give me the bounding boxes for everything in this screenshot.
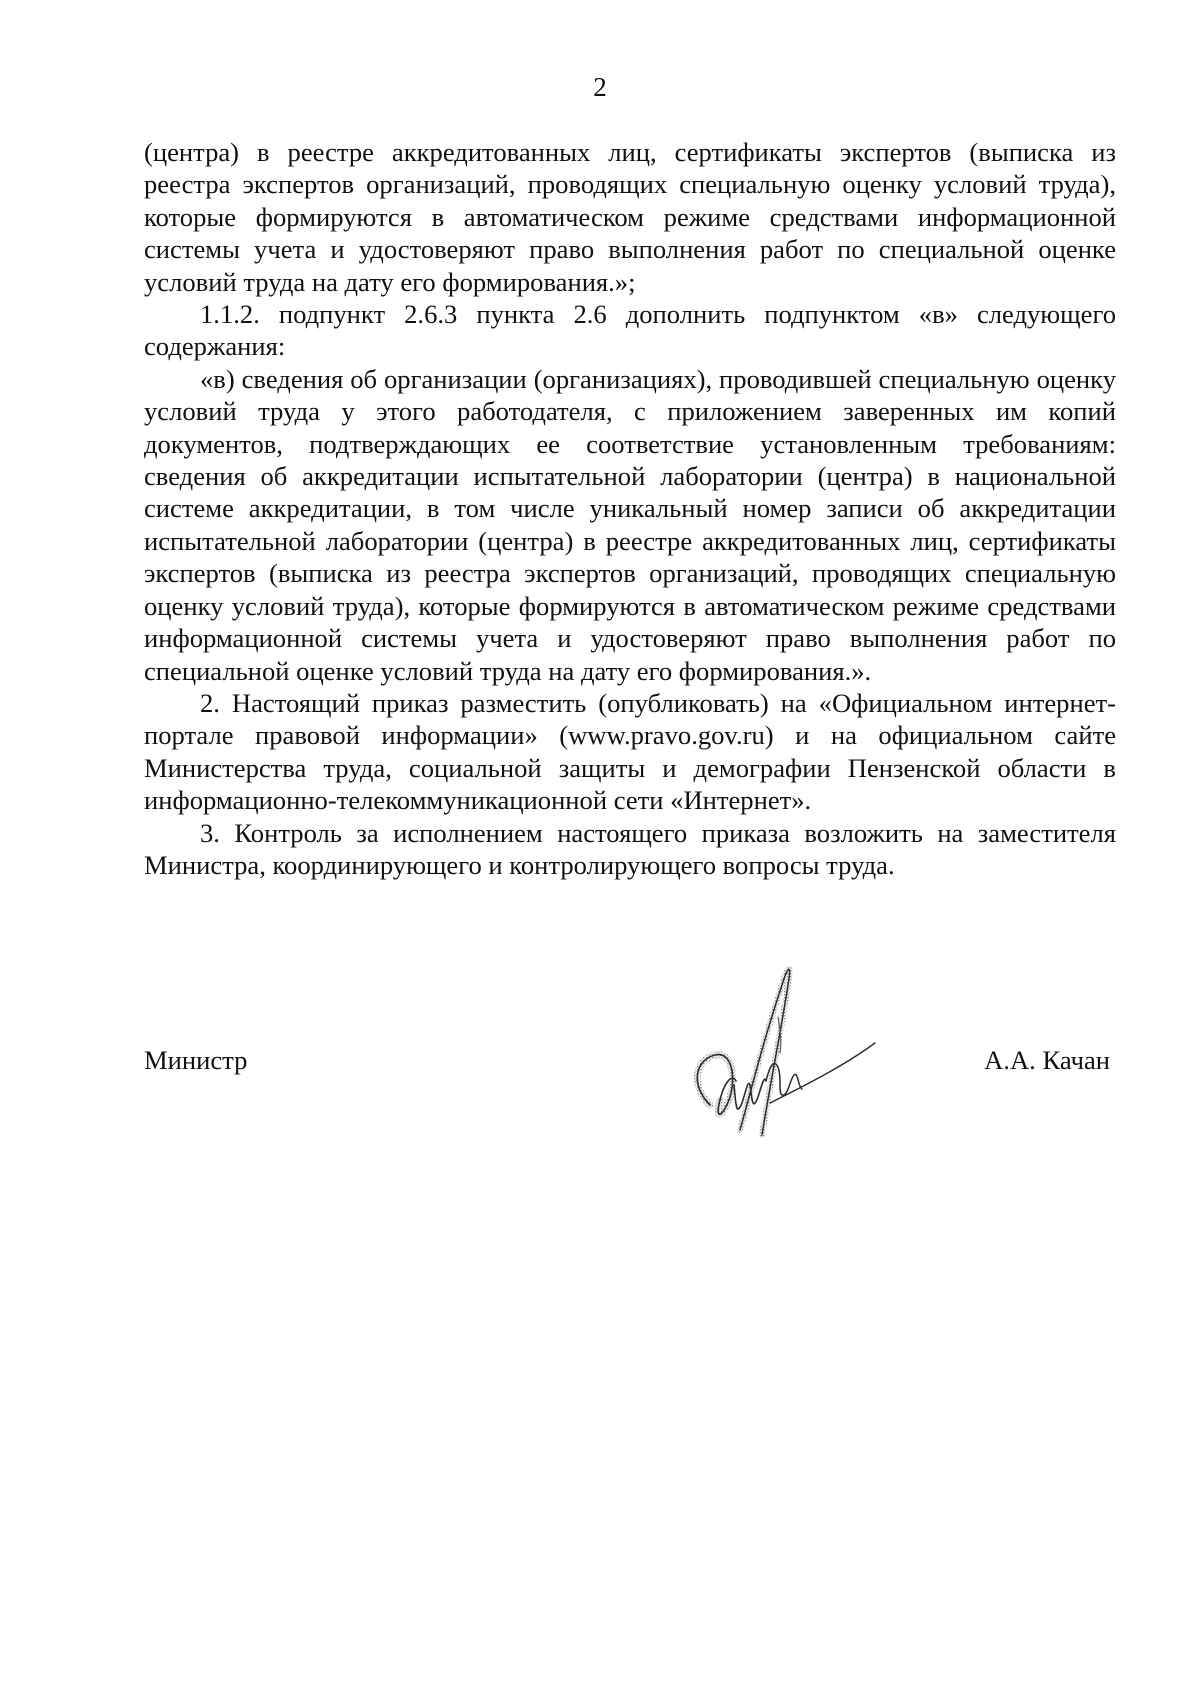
paragraph-subpoint-v: «в) сведения об организации (организациях), проводившей специальную оценку условий труда у этого работодателя, с приложением заверенных им копий документов, подтверждающих ее соответствие установленным требованиям: сведения об аккредитации испытательной лаборатории (центра) в национальной системе аккредитации, в том числе уникальный номер записи об аккредитации испытательной лаборатории (центра) в реестре аккредитованных лиц, сертификаты экспертов (выписка из реестра экспертов организаций, проводящих специальную оценку условий труда), которые формируются в автоматическом режиме средствами информационной системы учета и удостоверяют право выполнения работ по специальной оценке условий труда на дату его формирования.».	[144, 363, 1116, 686]
document-body	[144, 136, 1116, 881]
page-number: 2	[593, 72, 607, 102]
paragraph-item-3: 3. Контроль за исполнением настоящего приказа возложить на заместителя Министра, координирующего и контролирующего вопросы труда.	[144, 817, 1116, 880]
signatory-name: А.А. Качан	[984, 1045, 1110, 1075]
paragraph-1-1-2: 1.1.2. подпункт 2.6.3 пункта 2.6 дополнить подпунктом «в» следующего содержания:	[144, 299, 1116, 362]
paragraph-item-2: 2. Настоящий приказ разместить (опубликовать) на «Официальном интернет-портале правовой информации» (www.pravo.gov.ru) и на официальном сайте Министерства труда, социальной защиты и демографии Пензенской области в информационно-телекоммуникационной сети «Интернет».	[144, 687, 1116, 816]
signatory-title: Министр	[144, 1045, 248, 1075]
handwritten-signature-icon	[670, 955, 890, 1165]
paragraph-continuation: (центра) в реестре аккредитованных лиц, сертификаты экспертов (выписка из реестра экспертов организаций, проводящих специальную оценку условий труда), которые формируются в автоматическом режиме средствами информационной системы учета и удостоверяют право выполнения работ по специальной оценке условий труда на дату его формирования.»;	[144, 137, 1116, 297]
